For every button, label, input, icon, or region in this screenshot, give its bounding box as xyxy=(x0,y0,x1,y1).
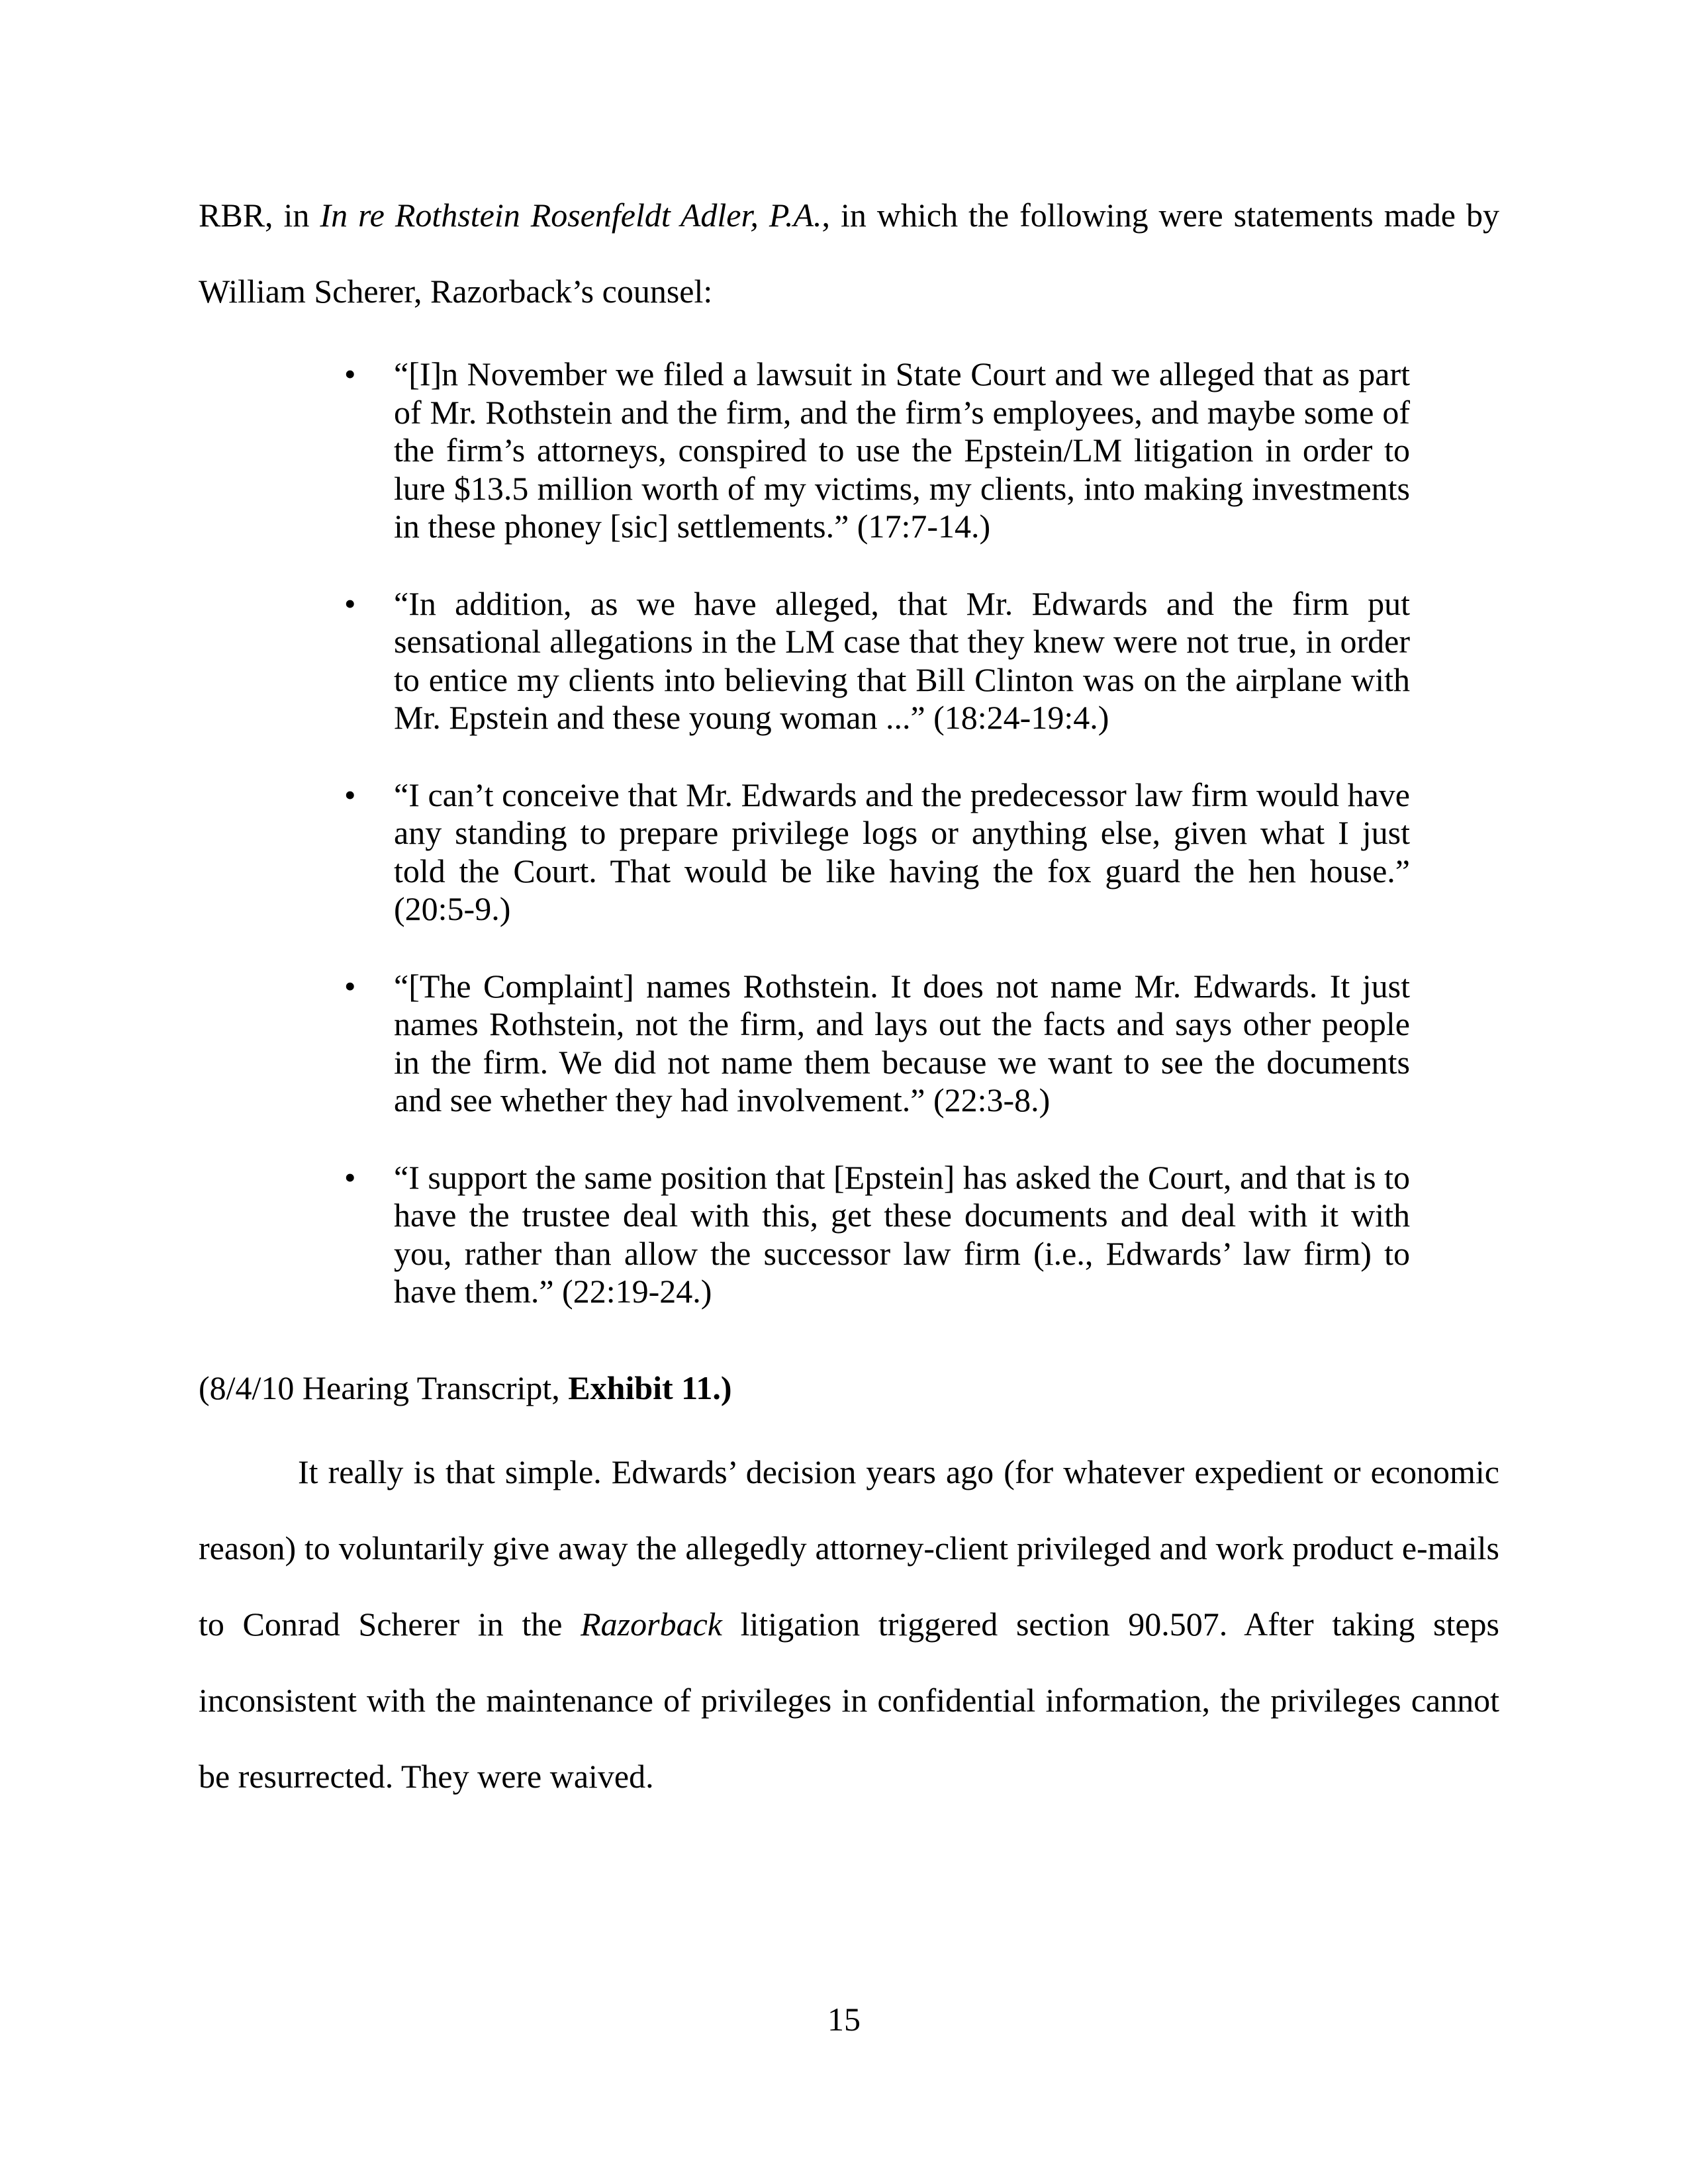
bullet-icon: • xyxy=(344,355,356,392)
closing-text-pre: It really is that simple. Edwards’ decision years ago (for whatever expedient or economic reason) to voluntarily give away the allegedly attorney-client privileged and work product e-mails to Conrad Scherer in the xyxy=(199,1453,1499,1643)
intro-text-post: , in which the following were statements made by William Scherer, Razorback’s counsel: xyxy=(199,197,1499,310)
bullet-icon: • xyxy=(344,1158,356,1196)
transcript-citation-text: (8/4/10 Hearing Transcript, xyxy=(199,1369,569,1406)
quote-item xyxy=(344,1159,1499,1311)
bullet-icon: • xyxy=(344,584,356,622)
quote-text: “I can’t conceive that Mr. Edwards and the predecessor law firm would have any standing to prepare privilege logs or anything else, given what I just told the Court. That would be like having the fox guard the hen house.” (20:5-9.) xyxy=(394,776,1410,927)
quote-item xyxy=(344,776,1499,929)
page-content xyxy=(199,177,1499,1815)
closing-text-post: litigation triggered section 90.507. After taking steps inconsistent with the maintenance of privileges in confidential information, the privileges cannot be resurrected. They were waived. xyxy=(199,1605,1499,1795)
bullet-icon: • xyxy=(344,967,356,1005)
case-name-italic: In re Rothstein Rosenfeldt Adler, P.A. xyxy=(320,197,822,234)
transcript-citation xyxy=(199,1350,1499,1426)
quote-text: “In addition, as we have alleged, that Mr. Edwards and the firm put sensational allegations in the LM case that they knew were not true, in order to entice my clients into believing that Bill Clinton was on the airplane with Mr. Epstein and these young woman ...” (18:24-19:4.) xyxy=(394,584,1410,736)
quote-item xyxy=(344,968,1499,1120)
page-number: 15 xyxy=(827,2001,861,2038)
quote-item xyxy=(344,355,1499,546)
bullet-icon: • xyxy=(344,776,356,813)
quote-text: “[I]n November we filed a lawsuit in State Court and we alleged that as part of Mr. Rothstein and the firm, and the firm’s employees, and maybe some of the firm’s attorneys, conspired to use the Epstein/LM litigation in order to lure $13.5 million worth of my victims, my clients, into making investments in these phoney [sic] settlements.” (17:7-14.) xyxy=(394,355,1410,545)
quote-list xyxy=(344,355,1499,1311)
intro-paragraph xyxy=(199,177,1499,330)
razorback-italic: Razorback xyxy=(581,1605,722,1643)
quote-item xyxy=(344,585,1499,737)
closing-paragraph xyxy=(199,1434,1499,1815)
exhibit-reference-bold: Exhibit 11.) xyxy=(568,1369,732,1406)
quote-text: “[The Complaint] names Rothstein. It does not name Mr. Edwards. It just names Rothstein, not the firm, and lays out the facts and says other people in the firm. We did not name them because we want to see the documents and see whether they had involvement.” (22:3-8.) xyxy=(394,967,1410,1118)
intro-text-pre: RBR, in xyxy=(199,197,320,234)
quote-text: “I support the same position that [Epstein] has asked the Court, and that is to have the trustee deal with this, get these documents and deal with it with you, rather than allow the successor law firm (i.e., Edwards’ law firm) to have them.” (22:19-24.) xyxy=(394,1158,1410,1310)
